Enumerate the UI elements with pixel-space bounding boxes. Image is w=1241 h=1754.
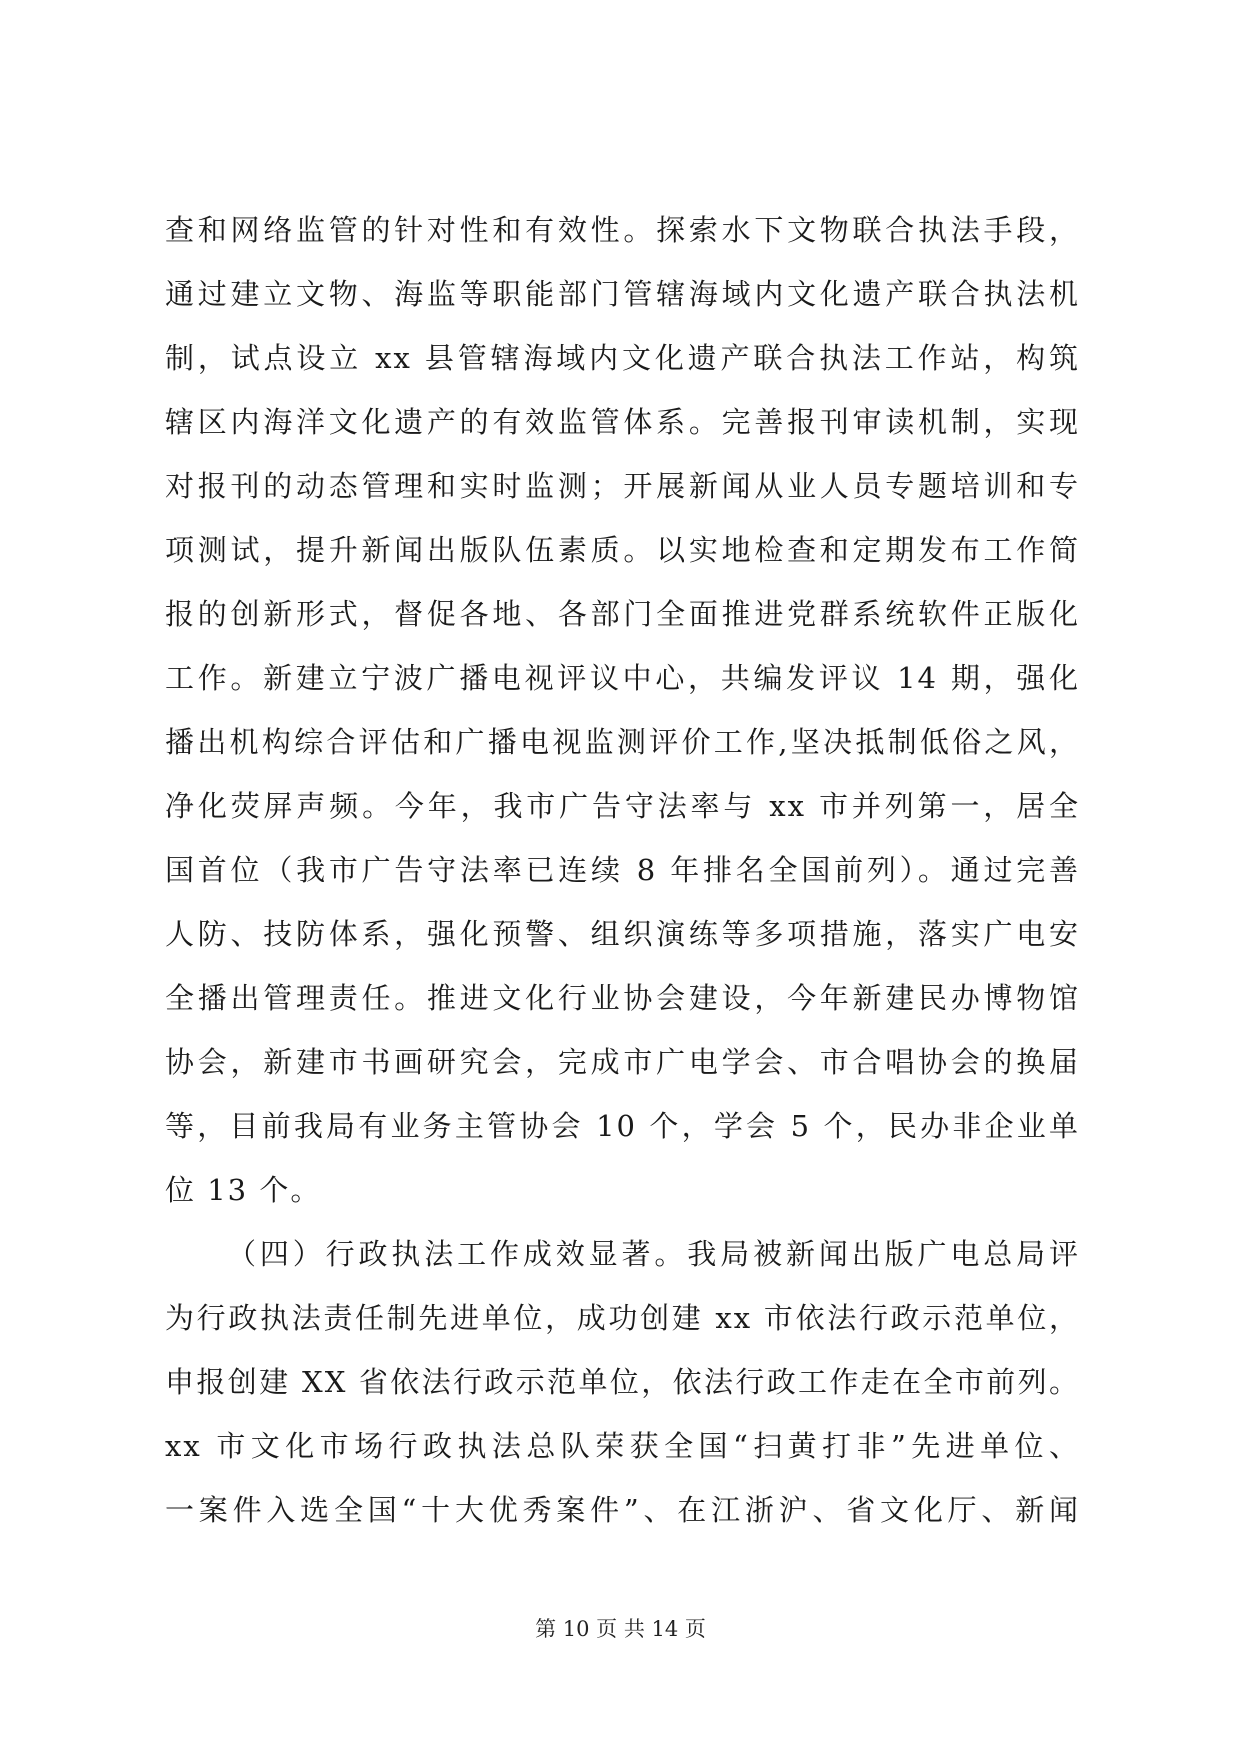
- text-line: 全播出管理责任。推进文化行业协会建设，今年新建民办博物馆: [165, 981, 1080, 1015]
- text-line: 工作。新建立宁波广播电视评议中心，共编发评议 14 期，强化: [165, 661, 1080, 695]
- body-text: [165, 198, 1080, 1542]
- text-line: 辖区内海洋文化遗产的有效监管体系。完善报刊审读机制，实现: [165, 405, 1080, 439]
- text-line: 播出机构综合评估和广播电视监测评价工作,坚决抵制低俗之风，: [165, 725, 1080, 759]
- text-line: 净化荧屏声频。今年，我市广告守法率与 xx 市并列第一，居全: [165, 789, 1080, 823]
- text-line: 制，试点设立 xx 县管辖海域内文化遗产联合执法工作站，构筑: [165, 341, 1080, 375]
- text-line: 报的创新形式，督促各地、各部门全面推进党群系统软件正版化: [165, 597, 1080, 631]
- text-line: 等，目前我局有业务主管协会 10 个，学会 5 个，民办非企业单: [165, 1109, 1080, 1143]
- text-line: 对报刊的动态管理和实时监测；开展新闻从业人员专题培训和专: [165, 469, 1080, 503]
- text-line: xx 市文化市场行政执法总队荣获全国“扫黄打非”先进单位、: [165, 1429, 1080, 1463]
- section-heading-line: （四）行政执法工作成效显著。我局被新闻出版广电总局评: [227, 1237, 1080, 1271]
- text-line: 为行政执法责任制先进单位，成功创建 xx 市依法行政示范单位，: [165, 1301, 1080, 1335]
- text-line: 位 13 个。: [165, 1173, 322, 1207]
- text-line: 项测试，提升新闻出版队伍素质。以实地检查和定期发布工作简: [165, 533, 1080, 567]
- text-line: 通过建立文物、海监等职能部门管辖海域内文化遗产联合执法机: [165, 277, 1080, 311]
- text-line: 申报创建 XX 省依法行政示范单位，依法行政工作走在全市前列。: [165, 1365, 1080, 1399]
- text-line: 协会，新建市书画研究会，完成市广电学会、市合唱协会的换届: [165, 1045, 1080, 1079]
- page-number-footer: 第 10 页 共 14 页: [535, 1617, 706, 1641]
- text-line: 查和网络监管的针对性和有效性。探索水下文物联合执法手段，: [165, 213, 1080, 247]
- text-line: 人防、技防体系，强化预警、组织演练等多项措施，落实广电安: [165, 917, 1080, 951]
- text-line: 一案件入选全国“十大优秀案件”、在江浙沪、省文化厅、新闻: [165, 1493, 1080, 1527]
- text-line: 国首位（我市广告守法率已连续 8 年排名全国前列）。通过完善: [165, 853, 1080, 887]
